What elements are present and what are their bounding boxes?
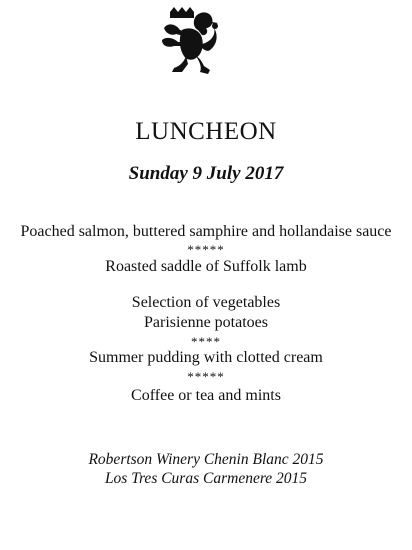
course-starter: Poached salmon, buttered samphire and hollandaise sauce xyxy=(20,223,392,240)
menu-title: LUNCHEON xyxy=(135,118,277,145)
lion-rampant-icon xyxy=(156,6,220,78)
course-separator: ***** xyxy=(187,369,225,384)
side-dish-potatoes: Parisienne potatoes xyxy=(144,314,268,331)
course-dessert: Summer pudding with clotted cream xyxy=(89,349,323,366)
course-coffee: Coffee or tea and mints xyxy=(131,387,281,404)
wine-red: Los Tres Curas Carmenere 2015 xyxy=(104,470,308,487)
side-dish-vegetables: Selection of vegetables xyxy=(131,294,281,311)
course-separator: **** xyxy=(191,334,221,349)
menu-date: Sunday 9 July 2017 xyxy=(128,163,284,184)
wine-white: Robertson Winery Chenin Blanc 2015 xyxy=(88,451,324,468)
course-main: Roasted saddle of Suffolk lamb xyxy=(105,258,307,275)
course-separator: ***** xyxy=(187,242,225,257)
